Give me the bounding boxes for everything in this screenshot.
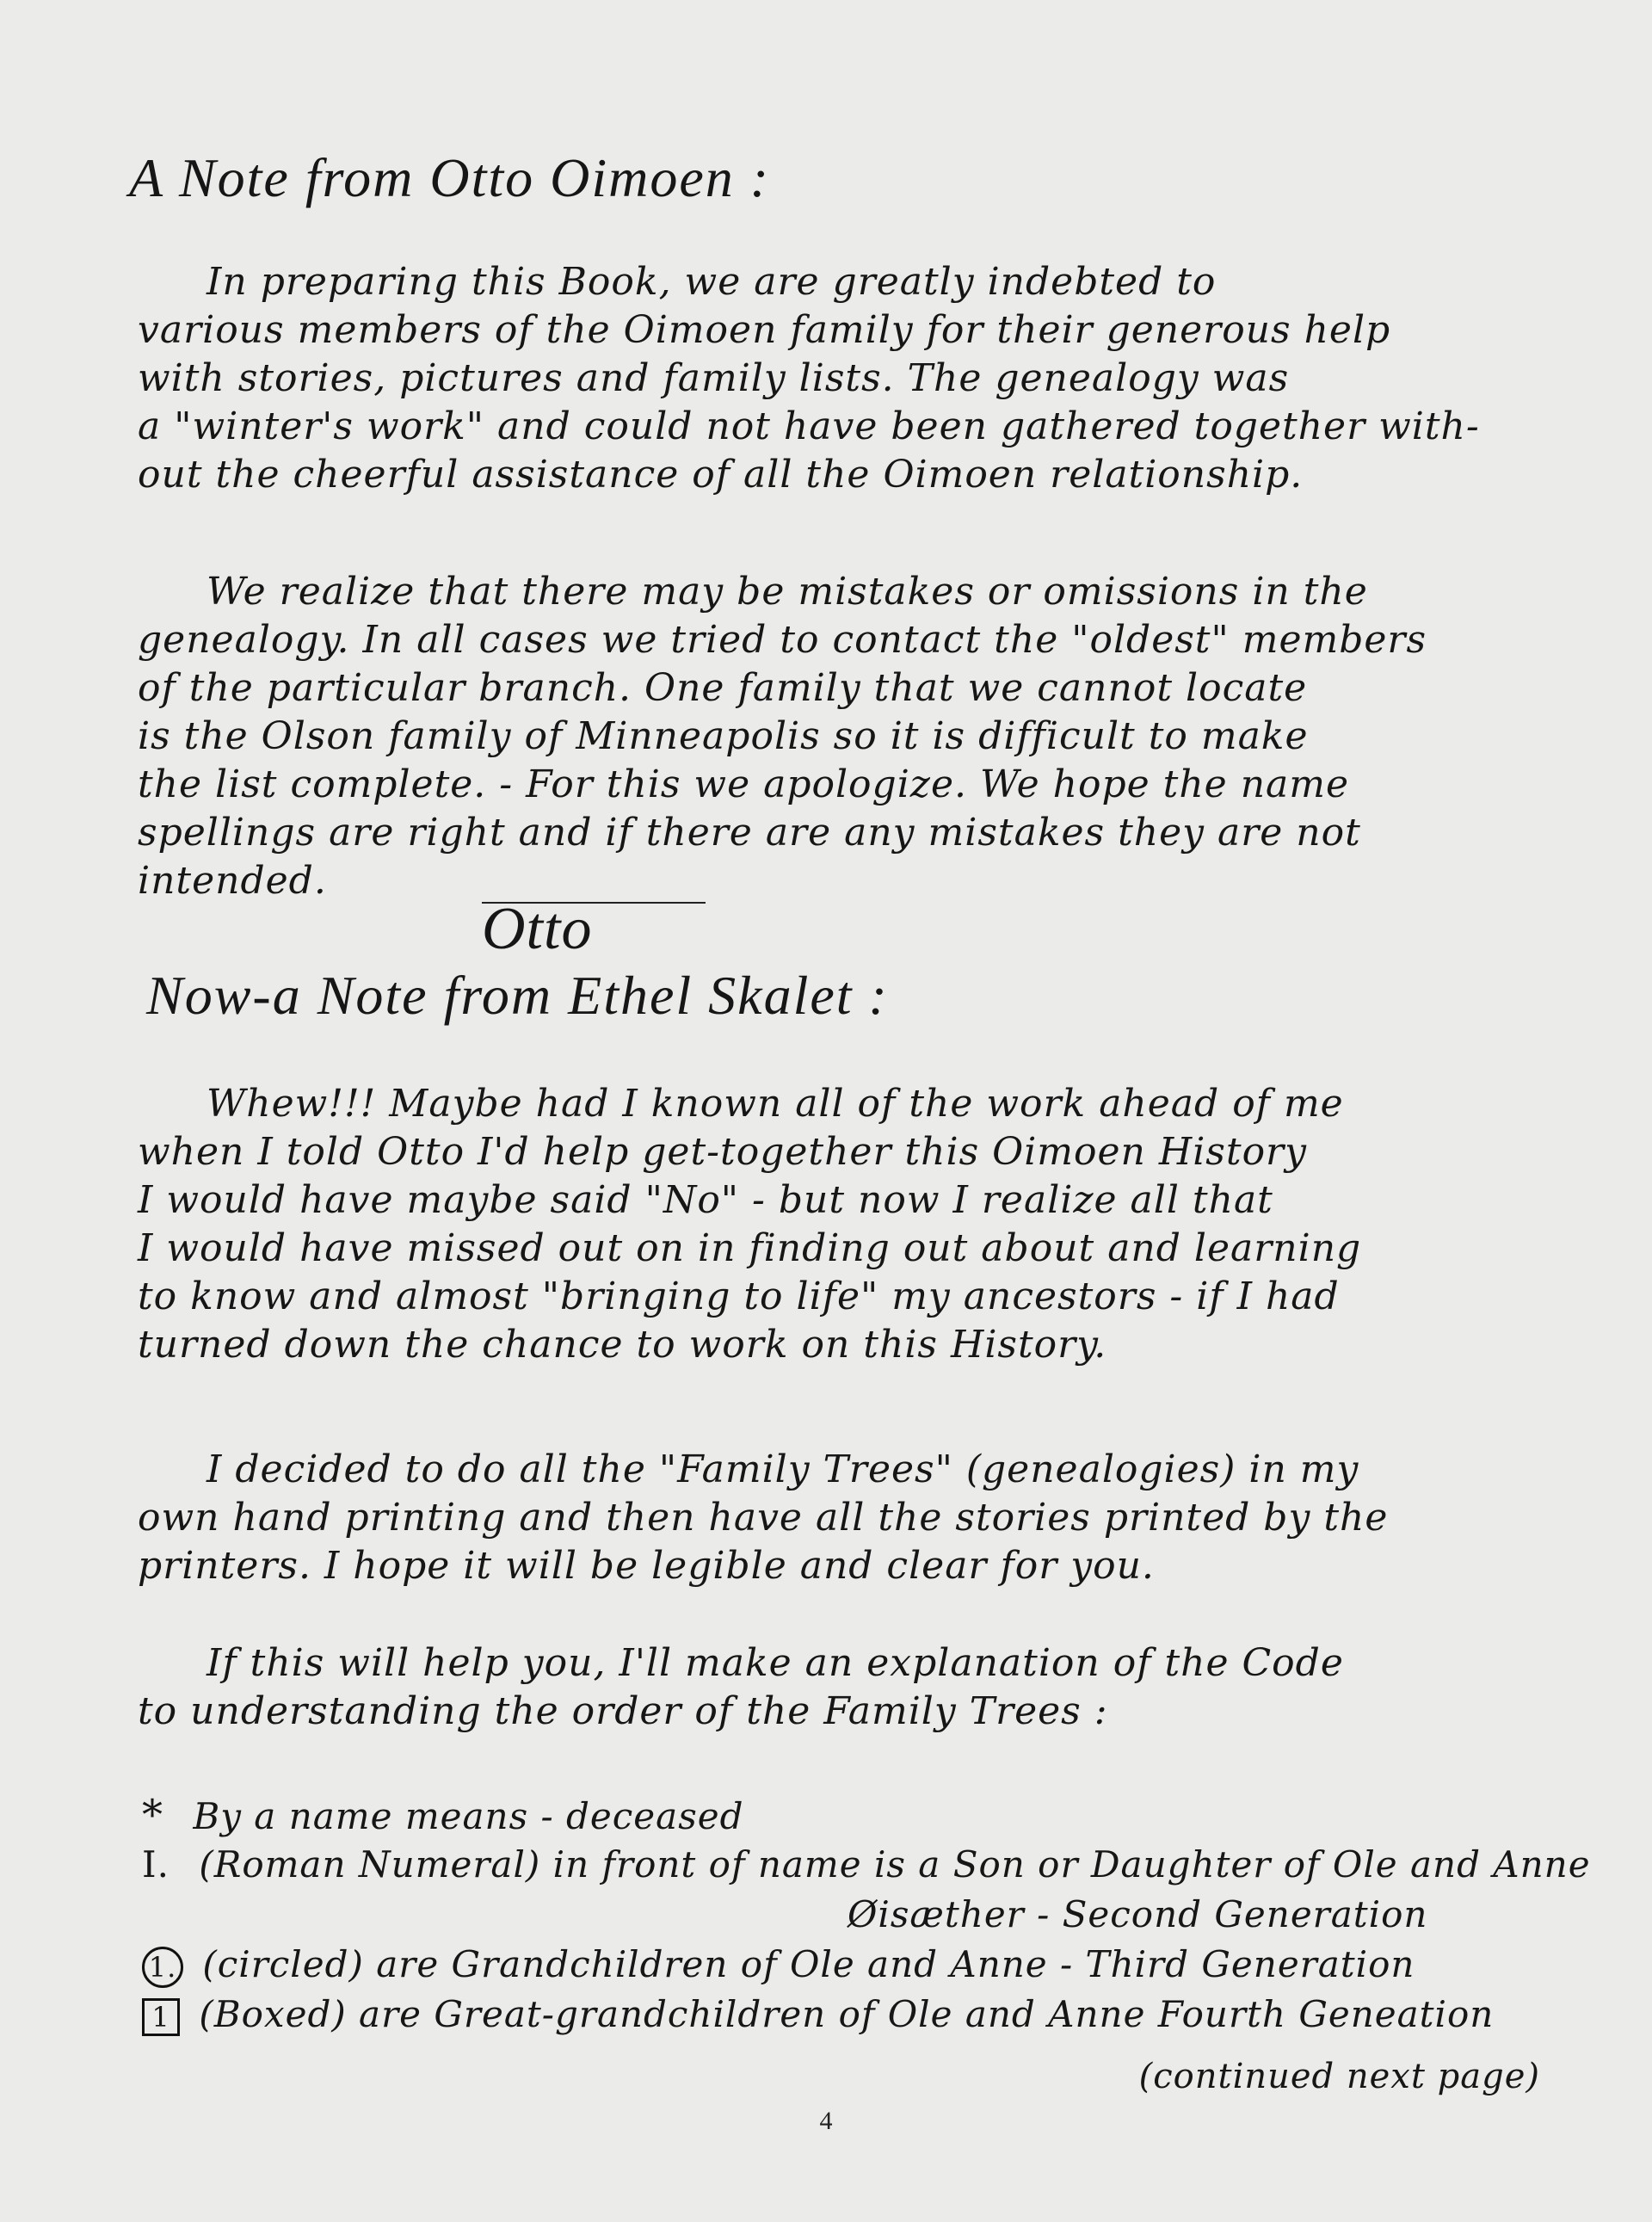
heading-note-from-ethel: Now-a Note from Ethel Skalet :: [146, 965, 889, 1026]
legend-text: Øisæther - Second Generation: [848, 1893, 1428, 1935]
text-line: genealogy. In all cases we tried to contact the "oldest" members: [138, 618, 1427, 662]
legend-row-boxed: [142, 1990, 1553, 2040]
continued-note: (continued next page): [1138, 2057, 1540, 2096]
text-line: out the cheerful assistance of all the Oimoen relationship.: [138, 453, 1304, 497]
text-line: to understanding the order of the Family Trees :: [138, 1689, 1108, 1733]
roman-numeral-symbol: I.: [142, 1843, 170, 1886]
paragraph-otto-thanks: [138, 258, 1532, 499]
text-line: own hand printing and then have all the stories printed by the: [138, 1496, 1389, 1540]
text-line: I decided to do all the "Family Trees" (genealogies) in my: [206, 1447, 1359, 1491]
legend-row-circled: [142, 1940, 1553, 1990]
text-line: Whew!!! Maybe had I known all of the work ahead of me: [206, 1082, 1344, 1126]
legend-text: (circled) are Grandchildren of Ole and Anne - Third Generation: [202, 1943, 1415, 1985]
legend-row-roman: [142, 1840, 1591, 1890]
text-line: In preparing this Book, we are greatly indebted to: [206, 260, 1217, 304]
text-line: I would have maybe said "No" - but now I realize all that: [138, 1178, 1273, 1222]
circled-number-icon: 1.: [142, 1947, 183, 1988]
text-line: to know and almost "bringing to life" my ancestors - if I had: [138, 1275, 1340, 1318]
legend-text: By a name means - deceased: [193, 1795, 744, 1837]
paragraph-ethel-code: [138, 1639, 1532, 1736]
paragraph-otto-mistakes: [138, 568, 1532, 905]
legend-text: (Roman Numeral) in front of name is a Son or Daughter of Ole and Anne: [199, 1843, 1591, 1886]
text-line: various members of the Oimoen family for their generous help: [138, 308, 1391, 352]
asterisk-icon: *: [142, 1791, 163, 1839]
signature-otto: Otto: [482, 896, 593, 962]
text-line: We realize that there may be mistakes or omissions in the: [206, 570, 1368, 614]
text-line: the list complete. - For this we apologize. We hope the name: [138, 762, 1350, 806]
code-legend: [142, 1790, 1591, 2040]
text-line: turned down the chance to work on this History.: [138, 1323, 1107, 1367]
text-line: when I told Otto I'd help get-together this Oimoen History: [138, 1130, 1307, 1174]
text-line: If this will help you, I'll make an explanation of the Code: [206, 1641, 1344, 1685]
text-line: I would have missed out on in finding out about and learning: [138, 1226, 1362, 1270]
page-number: 4: [819, 2107, 833, 2135]
legend-row-roman-cont: [142, 1890, 1553, 1940]
paragraph-ethel-whew: [138, 1080, 1532, 1369]
text-line: intended.: [138, 859, 327, 903]
boxed-number-icon: 1: [142, 1998, 180, 2036]
text-line: of the particular branch. One family that we cannot locate: [138, 666, 1308, 710]
text-line: with stories, pictures and family lists. The genealogy was: [138, 356, 1290, 400]
paragraph-ethel-trees: [138, 1446, 1532, 1590]
legend-row-deceased: [142, 1790, 1553, 1840]
text-line: is the Olson family of Minneapolis so it is difficult to make: [138, 714, 1309, 758]
heading-note-from-otto: A Note from Otto Oimoen :: [129, 147, 771, 208]
text-line: spellings are right and if there are any mistakes they are not: [138, 811, 1361, 855]
text-line: printers. I hope it will be legible and clear for you.: [138, 1544, 1155, 1588]
text-line: a "winter's work" and could not have been gathered together with-: [138, 404, 1480, 448]
legend-text: (Boxed) are Great-grandchildren of Ole and Anne Fourth Geneation: [199, 1993, 1495, 2035]
